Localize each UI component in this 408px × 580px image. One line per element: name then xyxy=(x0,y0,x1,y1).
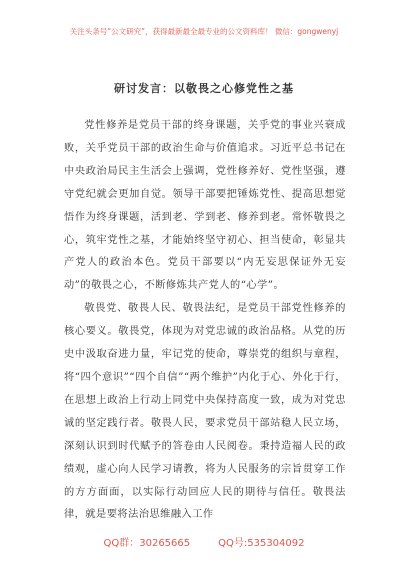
paragraph-1: 党性修养是党员干部的终身课题，关乎党的事业兴衰成败，关乎党员干部的政治生命与价值追求。习近平总书记在中央政治局民主生活会上强调，党性修养好、党性坚强，遵守党纪就会更加自觉。领导干部要把锤炼党性、提高思想觉悟作为终身课题，活到老、学到老、修养到老。常怀敬畏之心，筑牢党性之基，才能始终坚守初心、担当使命，彰显共产党人的政治本色。党员干部要以“内无妄思保证外无妄动”的敬畏之心，不断修炼共产党人的“心学”。 xyxy=(64,120,346,292)
contact-footer xyxy=(0,534,408,549)
qq-group-label: QQ群：30265665 xyxy=(103,538,191,549)
qq-number-label: QQ号:535304092 xyxy=(218,538,305,549)
promo-header: 关注头条号“公文研究”，获得最新最全最专业的公文资料库！ 微信：gongwenyj xyxy=(69,27,339,36)
document-title: 研讨发言：以敬畏之心修党性之基 xyxy=(114,82,294,95)
document-body xyxy=(64,115,346,527)
paragraph-2: 敬畏党、敬畏人民、敬畏法纪，是党员干部党性修养的核心要义。敬畏党，体现为对党忠诚的政治品格。从党的历史中汲取奋进力量，牢记党的使命，尊崇党的组织与章程，将“四个意识”“四个自信”“两个维护”内化于心、外化于行，在思想上政治上行动上同党中央保持高度一致，成为对党忠诚的坚定践行者。敬畏人民，要求党员干部站稳人民立场，深刻认识到时代赋予的答卷由人民阅卷。秉持造福人民的政绩观，虚心向人民学习请教，将为人民服务的宗旨贯穿工作的方方面面，以实际行动回应人民的期待与信任。敬畏法律，就是要将法治思维融入工作 xyxy=(64,303,346,521)
